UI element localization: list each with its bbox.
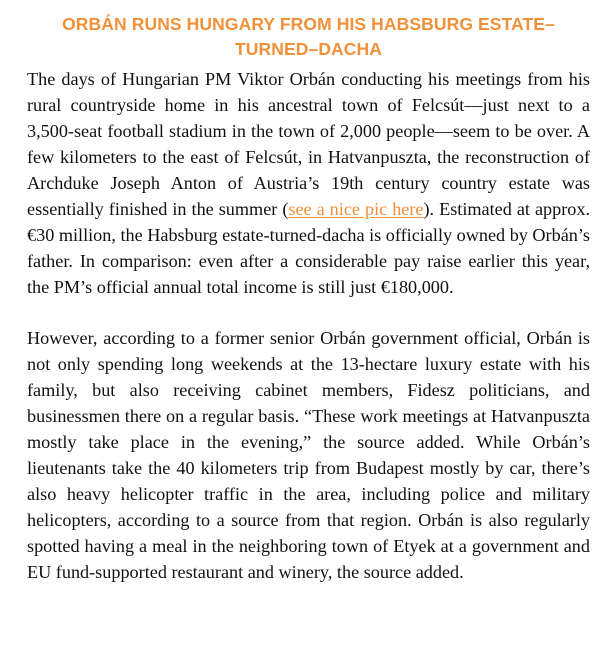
paragraph-1-text-after-link: ). Estimated at approx. €30 million, the Habsburg estate-turned-dacha is officially owned by Orbán’s father. In comparison: even after a considerable pay raise earlier this year, the PM’s official annual total income is still just €180,000.: [27, 199, 591, 297]
see-pic-link[interactable]: see a nice pic here: [288, 199, 424, 219]
headline: [27, 12, 590, 62]
headline-line-1: ORBÁN RUNS HUNGARY FROM HIS HABSBURG ESTATE–: [62, 14, 555, 34]
paragraph-2: However, according to a former senior Orbán government official, Orbán is not only spending long weekends at the 13-hectare luxury estate with his family, but also receiving cabinet members, Fidesz politicians, and businessmen there on a regular basis. “These work meetings at Hatvanpuszta mostly take place in the evening,” the source added. While Orbán’s lieutenants take the 40 kilometers trip from Budapest mostly by car, there’s also heavy helicopter traffic in the area, including police and military helicopters, according to a source from that region. Orbán is also regularly spotted having a meal in the neighboring town of Etyek at a government and EU fund-supported restaurant and winery, the source added.: [27, 328, 590, 582]
paragraph-1-text-before-link: The days of Hungarian PM Viktor Orbán conducting his meetings from his rural countryside home in his ancestral town of Felcsút—just next to a 3,500-seat football stadium in the town of 2,000 people—seem to be over. A few kilometers to the east of Felcsút, in Hatvanpuszta, the reconstruction of Archduke Joseph Anton of Austria’s 19th century country estate was essentially finished in the summer (: [27, 69, 590, 219]
paragraph-1: [27, 66, 590, 300]
article: [27, 12, 590, 585]
headline-line-2: TURNED–DACHA: [234, 39, 383, 59]
